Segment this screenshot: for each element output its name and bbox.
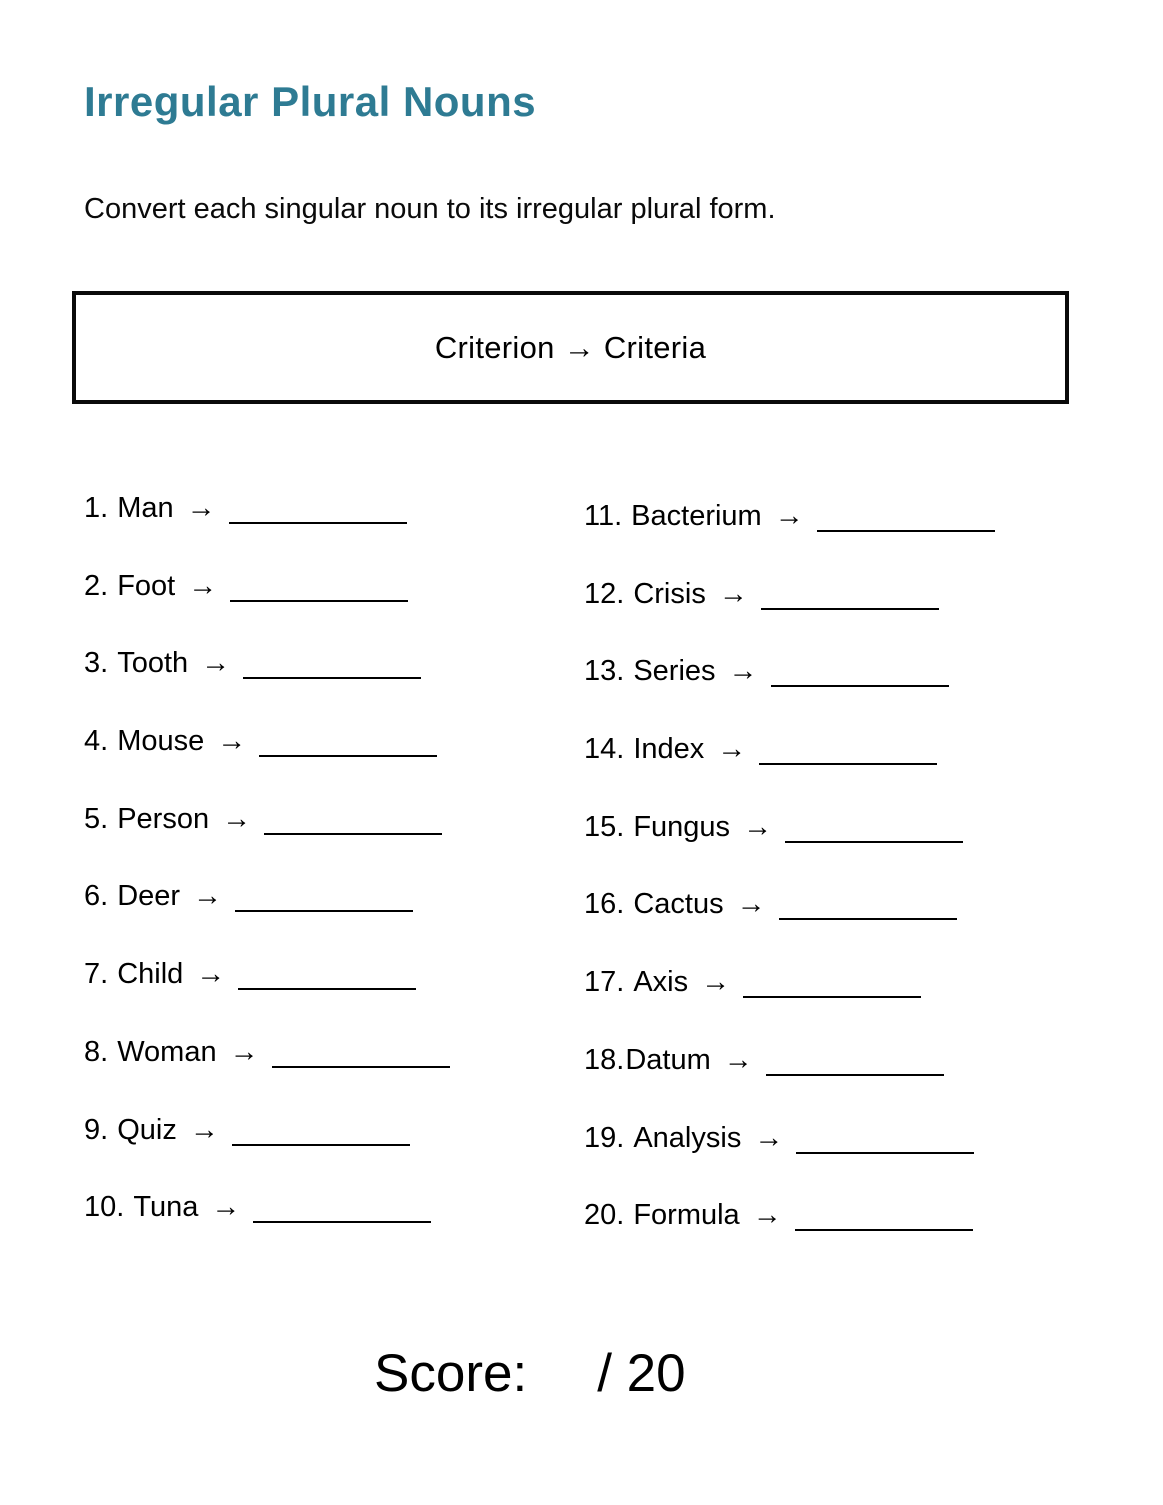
item-word: Axis bbox=[633, 966, 689, 999]
item-word: Index bbox=[633, 733, 705, 766]
item-word: Deer bbox=[117, 880, 181, 913]
answer-blank bbox=[779, 894, 957, 920]
item-word: Mouse bbox=[117, 725, 205, 758]
item-word: Crisis bbox=[633, 577, 706, 610]
example-box bbox=[72, 291, 1069, 404]
right-arrow-icon: → bbox=[743, 810, 773, 843]
worksheet-item bbox=[84, 725, 450, 803]
item-number: 7. bbox=[84, 958, 109, 991]
item-number: 16. bbox=[584, 888, 625, 921]
item-number: 9. bbox=[84, 1113, 109, 1146]
items-column-right bbox=[584, 500, 995, 1277]
item-word: Man bbox=[117, 492, 174, 524]
item-number: 10. bbox=[84, 1191, 125, 1224]
item-number: 19. bbox=[584, 1121, 625, 1154]
worksheet-item bbox=[584, 966, 995, 1044]
answer-blank bbox=[766, 1050, 944, 1076]
score-row bbox=[374, 1344, 686, 1405]
item-number: 6. bbox=[84, 880, 109, 913]
item-number: 20. bbox=[584, 1199, 625, 1232]
item-word: Foot bbox=[117, 569, 176, 602]
item-word: Person bbox=[117, 802, 210, 835]
answer-blank bbox=[817, 506, 995, 532]
items-column-left bbox=[84, 492, 450, 1269]
page-title: Irregular Plural Nouns bbox=[84, 78, 537, 125]
worksheet-item bbox=[84, 880, 450, 958]
item-number: 8. bbox=[84, 1035, 109, 1068]
item-word: Formula bbox=[633, 1199, 740, 1232]
worksheet-item bbox=[84, 1191, 450, 1269]
right-arrow-icon: → bbox=[717, 733, 747, 766]
right-arrow-icon: → bbox=[718, 577, 748, 610]
answer-blank bbox=[796, 1128, 974, 1154]
item-word: Child bbox=[117, 958, 184, 991]
answer-blank bbox=[795, 1205, 973, 1231]
worksheet-item bbox=[584, 811, 995, 889]
item-word: Woman bbox=[117, 1035, 217, 1068]
item-number: 15. bbox=[584, 810, 625, 843]
answer-blank bbox=[238, 964, 416, 990]
item-number: 2. bbox=[84, 569, 109, 602]
right-arrow-icon: → bbox=[211, 1191, 241, 1224]
worksheet-item bbox=[84, 492, 450, 570]
right-arrow-icon: → bbox=[774, 500, 804, 532]
item-number: 11. bbox=[584, 500, 623, 532]
item-word: Fungus bbox=[633, 810, 731, 843]
item-number: 4. bbox=[84, 725, 109, 758]
item-word: Analysis bbox=[633, 1121, 742, 1154]
worksheet-item bbox=[584, 578, 995, 656]
answer-blank bbox=[229, 498, 407, 524]
right-arrow-icon: → bbox=[188, 569, 218, 602]
item-number: 5. bbox=[84, 802, 109, 835]
answer-blank bbox=[235, 886, 413, 912]
item-number: 17. bbox=[584, 966, 625, 999]
item-number: 3. bbox=[84, 647, 109, 680]
right-arrow-icon: → bbox=[736, 888, 766, 921]
answer-blank bbox=[243, 653, 421, 679]
answer-blank bbox=[264, 809, 442, 835]
worksheet-item bbox=[584, 500, 995, 578]
answer-blank bbox=[761, 584, 939, 610]
worksheet-item bbox=[584, 888, 995, 966]
item-number: 18. bbox=[584, 1043, 625, 1076]
worksheet-item bbox=[84, 647, 450, 725]
answer-blank bbox=[253, 1197, 431, 1223]
right-arrow-icon: → bbox=[701, 966, 731, 999]
answer-blank bbox=[743, 972, 921, 998]
right-arrow-icon: → bbox=[754, 1121, 784, 1154]
right-arrow-icon: → bbox=[196, 958, 226, 991]
item-word: Cactus bbox=[633, 888, 724, 921]
item-number: 13. bbox=[584, 655, 625, 688]
item-word: Tuna bbox=[133, 1191, 199, 1224]
worksheet-item bbox=[84, 803, 450, 881]
score-label: Score: bbox=[374, 1344, 528, 1403]
item-number: 12. bbox=[584, 577, 625, 610]
answer-blank bbox=[759, 739, 937, 765]
item-word: Tooth bbox=[117, 647, 189, 680]
worksheet-item bbox=[84, 958, 450, 1036]
right-arrow-icon: → bbox=[229, 1035, 259, 1068]
worksheet-item bbox=[84, 1036, 450, 1114]
worksheet-item bbox=[584, 1044, 995, 1122]
right-arrow-icon: → bbox=[723, 1043, 753, 1076]
right-arrow-icon: → bbox=[222, 802, 252, 835]
answer-blank bbox=[272, 1042, 450, 1068]
item-word: Quiz bbox=[117, 1113, 177, 1146]
worksheet-item bbox=[584, 1122, 995, 1200]
right-arrow-icon: → bbox=[193, 880, 223, 913]
instructions-text: Convert each singular noun to its irregular plural form. bbox=[84, 193, 776, 225]
worksheet-item bbox=[584, 733, 995, 811]
answer-blank bbox=[232, 1120, 410, 1146]
worksheet-item bbox=[584, 1199, 995, 1277]
item-number: 14. bbox=[584, 733, 625, 766]
right-arrow-icon: → bbox=[728, 655, 758, 688]
right-arrow-icon: → bbox=[186, 492, 216, 524]
item-word: Series bbox=[633, 655, 716, 688]
item-number: 1. bbox=[84, 492, 109, 524]
right-arrow-icon: → bbox=[752, 1199, 782, 1232]
right-arrow-icon: → bbox=[201, 647, 231, 680]
answer-blank bbox=[785, 817, 963, 843]
item-word: Datum bbox=[625, 1043, 711, 1076]
score-denominator: / 20 bbox=[597, 1344, 686, 1403]
worksheet-item bbox=[584, 655, 995, 733]
right-arrow-icon: → bbox=[217, 725, 247, 758]
answer-blank bbox=[771, 661, 949, 687]
answer-blank bbox=[230, 576, 408, 602]
answer-blank bbox=[259, 731, 437, 757]
right-arrow-icon: → bbox=[189, 1113, 219, 1146]
example-text: Criterion → Criteria bbox=[434, 329, 707, 365]
item-word: Bacterium bbox=[631, 500, 762, 532]
worksheet-item bbox=[84, 1114, 450, 1192]
worksheet-item bbox=[84, 570, 450, 648]
